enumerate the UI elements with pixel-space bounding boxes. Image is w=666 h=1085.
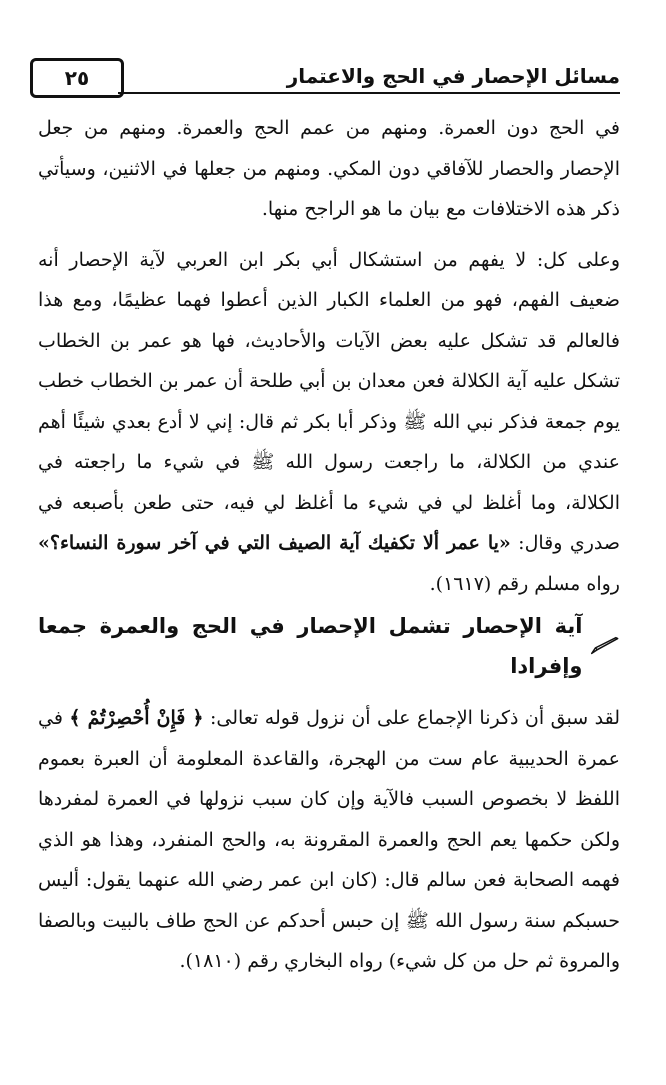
pen-icon — [588, 636, 620, 656]
paragraph-2-citation: رواه مسلم رقم (١٦١٧). — [429, 572, 620, 595]
paragraph-2-text: وعلى كل: لا يفهم من استشكال أبي بكر ابن العربي لآية الإحصار أنه ضعيف الفهم، فهو من العلماء الكبار الذين أعطوا فهما عظيمًا، ومع هذا فالعالم قد تشكل عليه بعض الآيات والأحاديث، فها هو عمر بن الخطاب تشكل عليه آية الكلالة فعن معدان بن أبي طلحة أن عمر بن الخطاب خطب يوم جمعة فذكر نبي الله ﷺ وذكر أبا بكر ثم قال: إني لا أدع بعدي شيئًا أهم عندي من الكلالة، ما راجعت رسول الله ﷺ في شيء ما راجعته في الكلالة، وما أغلظ لي في شيء ما أغلظ لي فيه، حتى طعن بأصبعه في صدري وقال: — [38, 248, 620, 554]
page-body — [38, 108, 620, 982]
quran-verse: ﴿ فَإِنْ أُحْصِرْتُمْ ﴾ — [69, 707, 204, 729]
paragraph-1: في الحج دون العمرة. ومنهم من عمم الحج والعمرة. ومنهم من جعل الإحصار والحصار للآفاقي دون المكي. ومنهم من جعلها في الاثنين، وسيأتي ذكر هذه الاختلافات مع بيان ما هو الراجح منها. — [38, 117, 620, 220]
paragraph-3 — [38, 698, 620, 982]
page-header — [30, 58, 620, 98]
page-number: ٢٥ — [30, 58, 124, 98]
header-rule — [118, 92, 620, 94]
paragraph-3-start: لقد سبق أن ذكرنا الإجماع على أن نزول قوله تعالى: — [203, 707, 620, 729]
running-title: مسائل الإحصار في الحج والاعتمار — [286, 64, 620, 88]
hadith-quote: «يا عمر ألا تكفيك آية الصيف التي في آخر سورة النساء؟» — [38, 532, 511, 554]
section-heading — [38, 606, 620, 686]
section-heading-text: آية الإحصار تشمل الإحصار في الحج والعمرة جمعا وإفرادا — [38, 614, 583, 678]
paragraph-3-rest: في عمرة الحديبية عام ست من الهجرة، والقاعدة المعلومة أن العبرة بعموم اللفظ لا بخصوص السبب فالآية وإن كان سبب نزولها في العمرة لمفردها ولكن حكمها يعم الحج والعمرة المقرونة به، والحج المنفرد، وهذا هو الذي فهمه الصحابة فعن سالم قال: (كان ابن عمر رضي الله عنهما يقول: أليس حسبكم سنة رسول الله ﷺ إن حبس أحدكم عن الحج طاف بالبيت وبالصفا والمروة ثم حل من كل شيء) رواه البخاري رقم (١٨١٠). — [38, 707, 620, 972]
paragraph-2 — [38, 240, 620, 605]
